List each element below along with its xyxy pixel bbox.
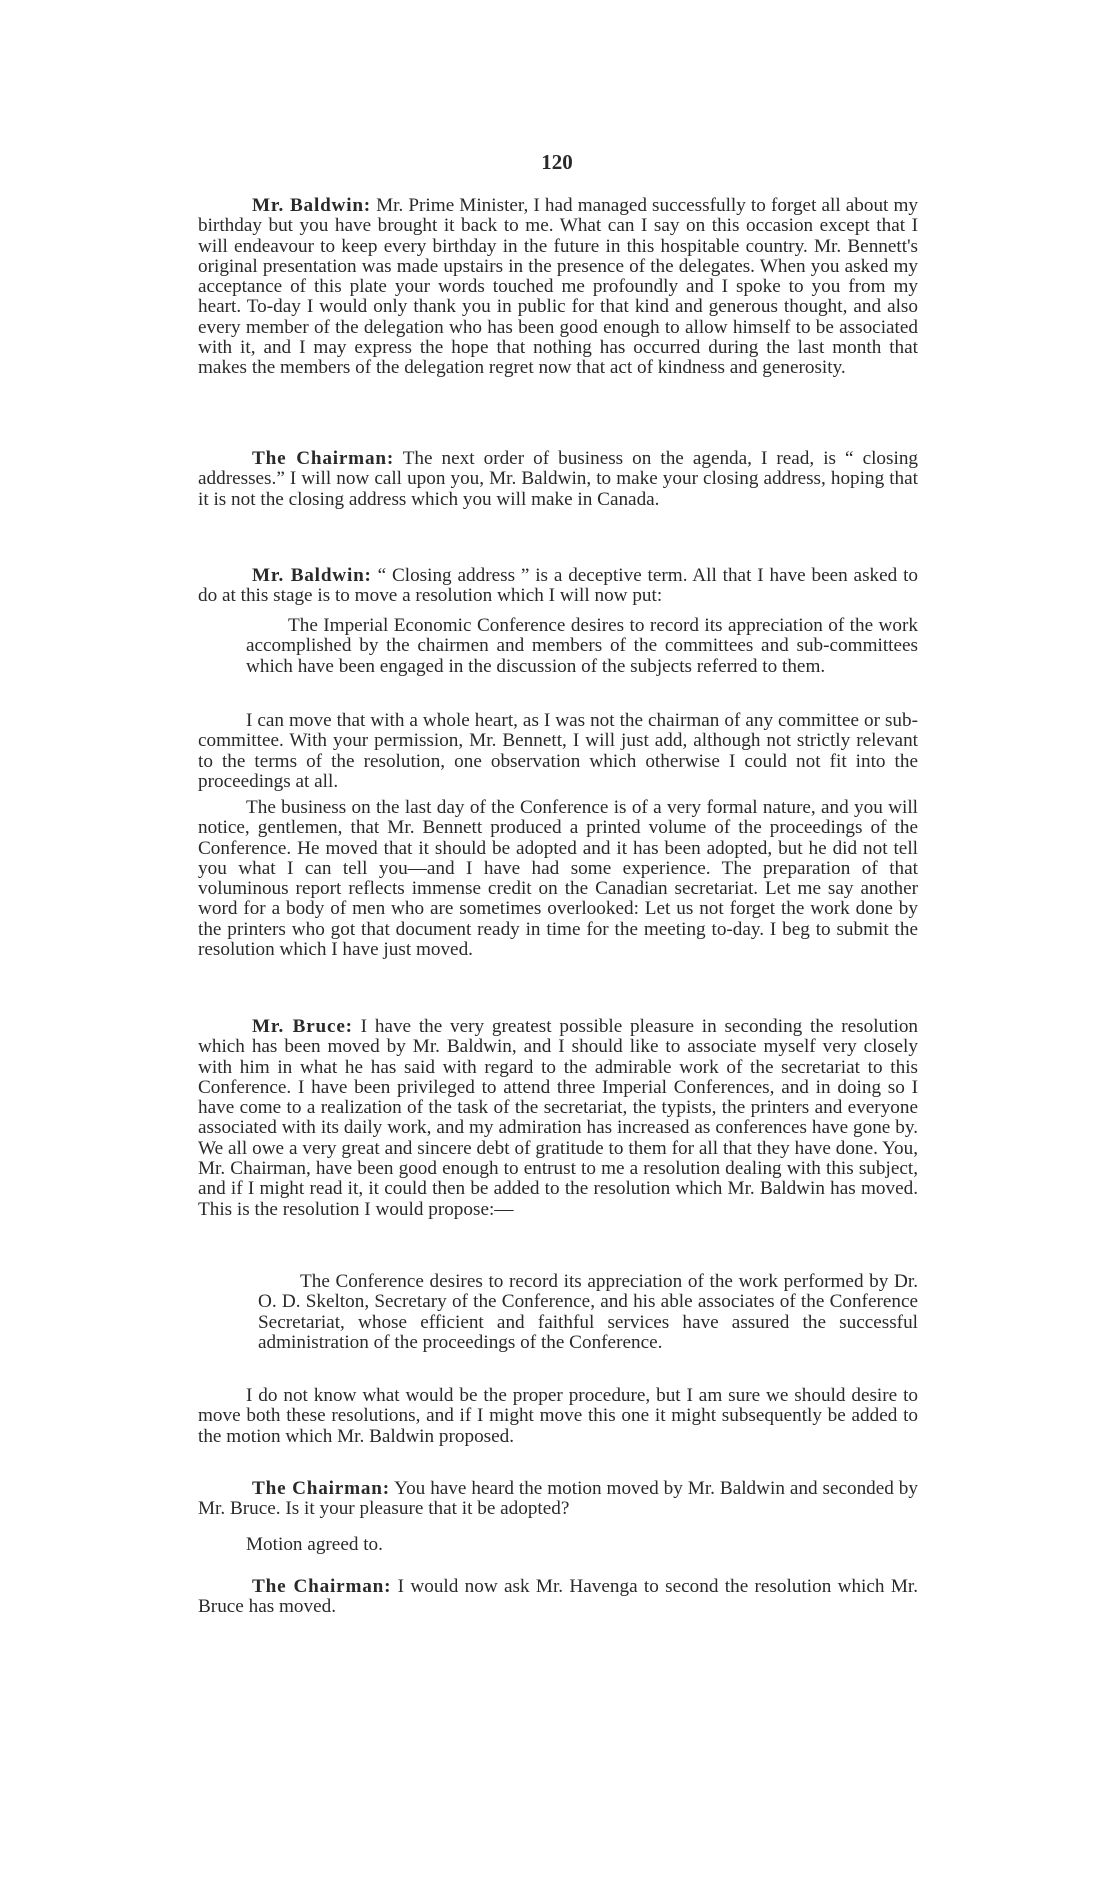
- paragraph-text: The next order of business on the agenda, I read, is “ closing addresses.” I will now call upon you, Mr. Baldwin, to make your closing address, hoping that it is not the closing address which you will make in Canada.: [198, 448, 919, 510]
- paragraph-text: You have heard the motion moved by Mr. Baldwin and seconded by Mr. Bruce. Is it your pleasure that it be adopted?: [198, 1478, 918, 1520]
- speaker-label: Mr. Bruce:: [252, 1016, 353, 1037]
- speech-chairman-havenga: [198, 1577, 918, 1618]
- speaker-label: Mr. Baldwin:: [252, 565, 372, 586]
- paragraph: [198, 1479, 918, 1520]
- paragraph: [198, 1017, 918, 1220]
- paragraph-text: The business on the last day of the Conference is of a very formal nature, and you will notice, gentlemen, that Mr. Bennett produced a printed volume of the proceedings of the Conference. He moved that it should be adopted and it has been adopted, but he did not tell you what I can tell you—and I have had some experience. The preparation of that voluminous report reflects immense credit on the Canadian secretariat. Let me say another word for a body of men who are sometimes overlooked: Let us not forget the work done by the printers who got that document ready in time for the meeting to-day. I beg to submit the resolution which I have just moved.: [198, 797, 918, 961]
- motion-agreed: [198, 1535, 918, 1555]
- page-number: 120: [541, 150, 573, 174]
- paragraph-text: Motion agreed to.: [246, 1534, 383, 1555]
- speech-bruce: [198, 1017, 918, 1220]
- resolution-quote-1: [246, 616, 918, 677]
- speaker-label: The Chairman:: [252, 1478, 390, 1499]
- paragraph-text: I have the very greatest possible pleasure in seconding the resolution which has been moved by Mr. Baldwin, and I should like to associate myself very closely with him in what he has said with regard to the admirable work of the secretariat to this Conference. I have been privileged to attend three Imperial Conferences, and in doing so I have come to a realization of the task of the secretariat, the typists, the printers and everyone associated with its daily work, and my admiration has increased as conferences have gone by. We all owe a very great and sincere debt of gratitude to them for all that they have done. You, Mr. Chairman, have been good enough to entrust to me a resolution dealing with this subject, and if I might read it, it could then be added to the resolution which Mr. Baldwin has moved. This is the resolution I would propose:—: [198, 1016, 919, 1220]
- paragraph: [198, 1577, 918, 1618]
- speaker-label: Mr. Baldwin:: [252, 195, 371, 216]
- quoted-resolution: The Imperial Economic Conference desires to record its appreciation of the work accomplished by the chairmen and members of the committees and sub-committees which have been engaged in the discussion of the subjects referred to them.: [246, 615, 918, 677]
- paragraph-text: Mr. Prime Minister, I had managed successfully to forget all about my birthday but you have brought it back to me. What can I say on this occasion except that I will endeavour to keep every birthday in the future in this hospitable country. Mr. Bennett's original presentation was made upstairs in the presence of the delegates. When you asked my acceptance of this plate your words touched me profoundly and I spoke to you from my heart. To-day I would only thank you in public for that kind and generous thought, and also every member of the delegation who has been good enough to allow himself to be associated with it, and I may express the hope that nothing has occurred during the last month that makes the members of the delegation regret now that act of kindness and generosity.: [198, 195, 919, 379]
- paragraph: [198, 566, 918, 607]
- paragraph: [198, 196, 918, 379]
- speech-baldwin-resolution: [198, 566, 918, 607]
- paragraph-text: I do not know what would be the proper procedure, but I am sure we should desire to move both these resolutions, and if I might move this one it might subsequently be added to the motion which Mr. Baldwin proposed.: [198, 1385, 918, 1447]
- speaker-label: The Chairman:: [252, 1576, 392, 1597]
- speaker-label: The Chairman:: [252, 448, 395, 469]
- resolution-quote-2: [258, 1272, 918, 1353]
- paragraph-text: “ Closing address ” is a deceptive term. All that I have been asked to do at this stage is to move a resolution which I will now put:: [198, 565, 919, 607]
- baldwin-para-2: [198, 711, 918, 792]
- speech-baldwin-birthday: [198, 196, 918, 379]
- paragraph: [198, 449, 918, 510]
- bruce-para-2: [198, 1386, 918, 1447]
- quoted-resolution: The Conference desires to record its appreciation of the work performed by Dr. O. D. Skelton, Secretary of the Conference, and his able associates of the Conference Secretariat, whose efficient and faithful services have assured the successful administration of the proceedings of the Conference.: [258, 1271, 918, 1353]
- speech-chairman-motion: [198, 1479, 918, 1520]
- paragraph-text: I can move that with a whole heart, as I was not the chairman of any committee or sub-committee. With your permission, Mr. Bennett, I will just add, although not strictly relevant to the terms of the resolution, one observation which otherwise I could not fit into the proceedings at all.: [198, 710, 918, 792]
- baldwin-para-3: [198, 798, 918, 960]
- paragraph-text: I would now ask Mr. Havenga to second the resolution which Mr. Bruce has moved.: [198, 1576, 919, 1618]
- speech-chairman-closing: [198, 449, 918, 510]
